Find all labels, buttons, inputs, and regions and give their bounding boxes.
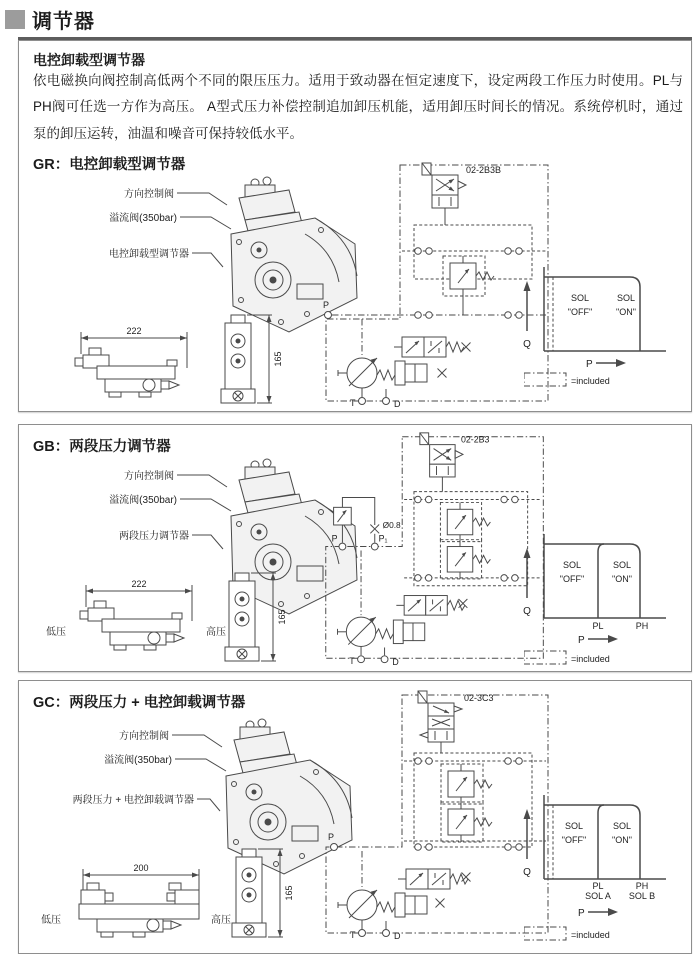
chart-sol-on-1: SOL [612, 560, 632, 570]
dim-height: 165 [277, 609, 287, 625]
chart-y-label: Q [523, 867, 531, 878]
relief-valve-1 [440, 502, 490, 541]
callout-relief-valve: 溢流阀(350bar) [104, 755, 172, 766]
port-d: D [394, 399, 401, 409]
included-box [524, 373, 566, 386]
dim-height: 165 [284, 885, 294, 901]
page-header [0, 0, 700, 36]
port-d: D [392, 657, 399, 667]
port-d: D [394, 931, 401, 941]
side-view-gc [222, 847, 297, 943]
chart-tick-pl: PL [592, 621, 604, 631]
chart-tick-pl: PL [592, 881, 604, 891]
intro-heading: 电控卸载型调节器 [33, 52, 145, 68]
chart-x-label: P [578, 635, 585, 646]
orifice-label: Ø0.8 [382, 519, 401, 530]
front-view-gb [44, 577, 244, 659]
pump-symbol [338, 358, 427, 388]
front-view-gc [39, 861, 249, 946]
pump-symbol [338, 617, 425, 646]
chart-x-label: P [586, 359, 593, 370]
port-p: P [331, 533, 338, 544]
included-label: =included [571, 930, 610, 940]
directional-valve-symbol [398, 869, 468, 889]
pump-symbol [338, 890, 427, 920]
relief-valve-symbol [443, 256, 494, 296]
section-heading-gc: GC：两段压力 + 电控卸载调节器 [33, 695, 246, 711]
callout-relief-valve: 溢流阀(350bar) [109, 495, 177, 506]
panel-gr [18, 40, 692, 412]
chart-x-label: P [578, 908, 585, 919]
chart-y-label: Q [523, 606, 531, 617]
port-p: P [323, 300, 330, 310]
chart-sol-on-2: "ON" [612, 835, 632, 845]
label-high-pressure: 高压 [211, 915, 231, 926]
chart-tick-sol-b: SOL B [628, 891, 656, 901]
front-view-drawing [75, 332, 187, 397]
callout-directional-valve: 方向控制阀 [124, 189, 174, 200]
page-title: 调节器 [32, 11, 95, 33]
port-t: T [349, 656, 355, 667]
relief-valve-1 [441, 764, 492, 804]
section-heading-gb: GB：两段压力调节器 [33, 439, 171, 455]
panel-gc [18, 680, 692, 954]
side-view-gr [211, 313, 286, 409]
callout-regulator: 电控卸载型调节器 [109, 249, 189, 260]
side-view-drawing [221, 315, 272, 403]
chart-sol-off-2: "OFF" [561, 835, 587, 845]
chart-sol-on-2: "ON" [612, 574, 632, 584]
chart-sol-on-1: SOL [616, 293, 636, 303]
chart-gc [514, 781, 674, 921]
front-view-drawing [79, 869, 199, 937]
label-low-pressure: 低压 [41, 915, 61, 926]
section-bullet-square [5, 10, 25, 29]
directional-valve-symbol [396, 596, 465, 616]
callout-relief-valve: 溢流阀(350bar) [109, 213, 177, 224]
port-p: P [328, 832, 335, 842]
label-low-pressure: 低压 [46, 627, 66, 638]
port-p1: P₁ [378, 533, 388, 544]
intro-body: 依电磁换向阀控制高低两个不同的限压压力。适用于致动器在恒定速度下，设定两段工作压力时使用。PL与PH阀可任选一方作为高压。 A型式压力补偿控制追加卸压机能，适用卸压时间长的情况。系统停机时，通过泵的卸压运转，油温和噪音可保持较低水平。 [33, 73, 683, 141]
port-t: T [350, 398, 356, 408]
included-box [524, 927, 566, 940]
panel-gb [18, 424, 692, 672]
included-label: =included [571, 376, 610, 386]
callout-directional-valve: 方向控制阀 [124, 471, 174, 482]
chart-tick-ph: PH [635, 621, 649, 631]
valve-model: 02-2B3B [466, 165, 502, 175]
dim-width: 200 [133, 863, 149, 873]
callout-regulator: 两段压力调节器 [119, 531, 189, 542]
solenoid-valve-symbol [420, 433, 463, 477]
valve-model: 02-2B3 [461, 434, 490, 445]
chart-sol-off-1: SOL [562, 560, 582, 570]
dim-height: 165 [273, 351, 283, 367]
chart-sol-off-2: "OFF" [559, 574, 585, 584]
solenoid-valve-symbol [418, 691, 462, 742]
included-legend-gr [524, 371, 644, 389]
chart-tick-sol-a: SOL A [585, 891, 611, 901]
section-heading-gr: GR：电控卸载型调节器 [33, 157, 186, 173]
dim-width: 222 [131, 579, 147, 589]
valve-model: 02-3C3 [464, 693, 494, 703]
callout-regulator: 两段压力 + 电控卸载调节器 [72, 795, 194, 806]
chart-sol-off-1: SOL [564, 821, 584, 831]
side-view-gb [215, 571, 290, 667]
front-view-drawing [80, 585, 192, 650]
relief-valve-2 [440, 540, 490, 579]
solenoid-valve-symbol [422, 163, 466, 208]
chart-sol-off-2: "OFF" [567, 307, 593, 317]
port-t: T [350, 930, 356, 940]
chart-y-label: Q [523, 339, 531, 350]
chart-gb [514, 520, 674, 648]
chart-sol-off-1: SOL [570, 293, 590, 303]
side-view-drawing [225, 573, 276, 661]
label-high-pressure: 高压 [206, 627, 226, 638]
relief-valve-2 [441, 802, 492, 842]
included-legend-gb [524, 649, 644, 667]
chart-gr [514, 253, 674, 373]
callout-directional-valve: 方向控制阀 [119, 731, 169, 742]
included-label: =included [571, 654, 610, 664]
chart-sol-on-2: "ON" [616, 307, 636, 317]
directional-valve-symbol [394, 337, 464, 357]
side-view-drawing [232, 849, 283, 937]
chart-tick-ph: PH [635, 881, 649, 891]
included-box [524, 651, 566, 664]
chart-sol-on-1: SOL [612, 821, 632, 831]
dim-width: 222 [126, 326, 142, 336]
included-legend-gc [524, 925, 644, 943]
